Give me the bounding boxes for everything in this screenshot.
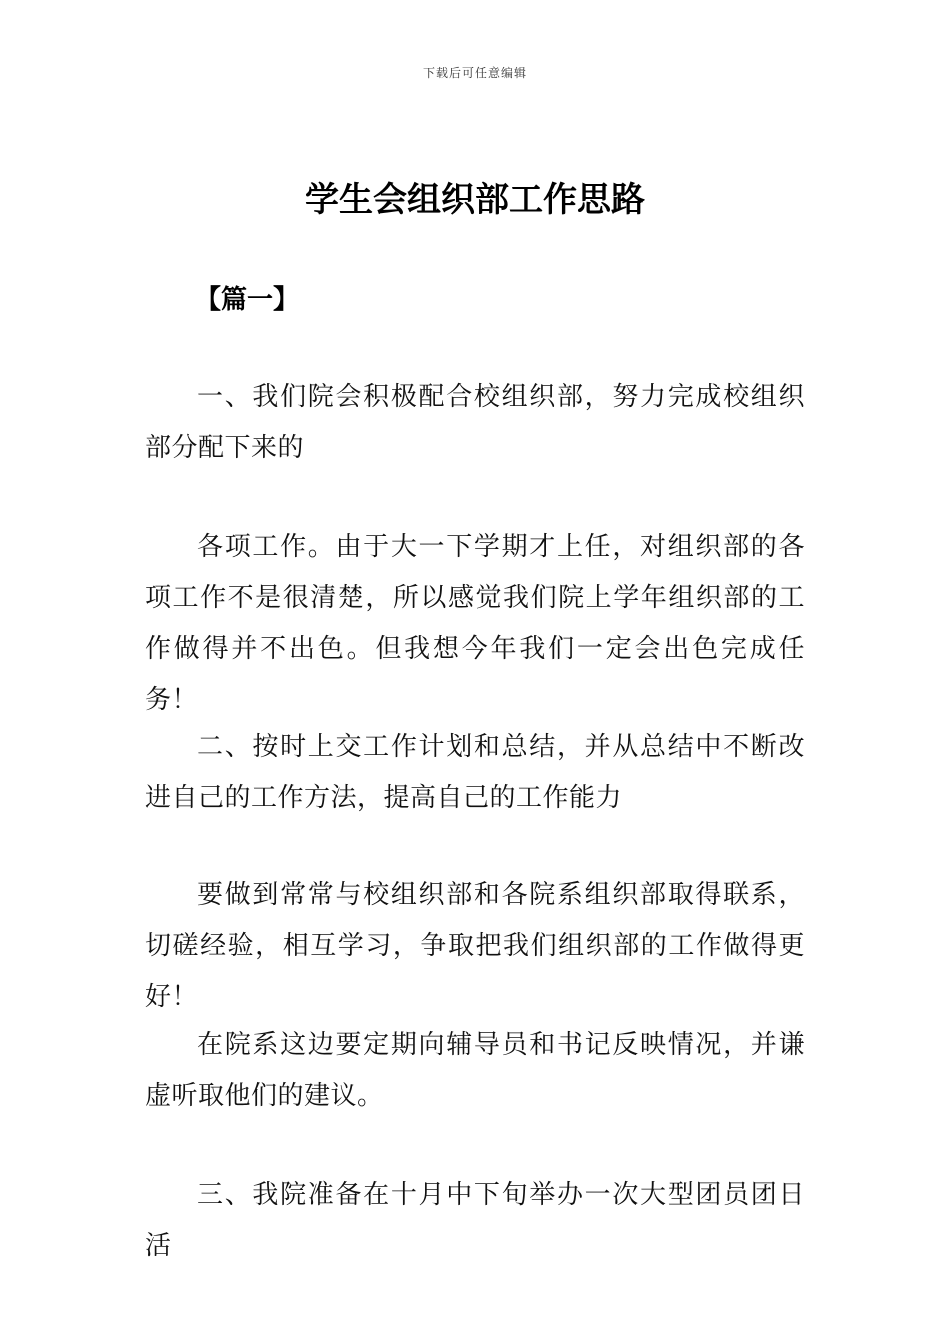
header-note: 下载后可任意编辑 bbox=[422, 66, 527, 80]
paragraph: 要做到常常与校组织部和各院系组织部取得联系，切磋经验，相互学习，争取把我们组织部的工作做得更好！ bbox=[145, 880, 805, 1012]
paragraph: 一、我们院会积极配合校组织部，努力完成校组织部分配下来的 bbox=[145, 382, 805, 463]
paragraph: 各项工作。由于大一下学期才上任，对组织部的各项工作不是很清楚，所以感觉我们院上学年组织部的工作做得并不出色。但我想今年我们一定会出色完成任务！ bbox=[145, 532, 805, 715]
document-title: 学生会组织部工作思路 bbox=[305, 180, 645, 220]
paragraph: 二、按时上交工作计划和总结，并从总结中不断改进自己的工作方法，提高自己的工作能力 bbox=[145, 732, 805, 813]
section-label: 【篇一】 bbox=[195, 285, 300, 315]
paragraph: 在院系这边要定期向辅导员和书记反映情况，并谦虚听取他们的建议。 bbox=[145, 1030, 805, 1111]
paragraph: 三、我院准备在十月中下旬举办一次大型团员团日活 bbox=[145, 1180, 805, 1261]
